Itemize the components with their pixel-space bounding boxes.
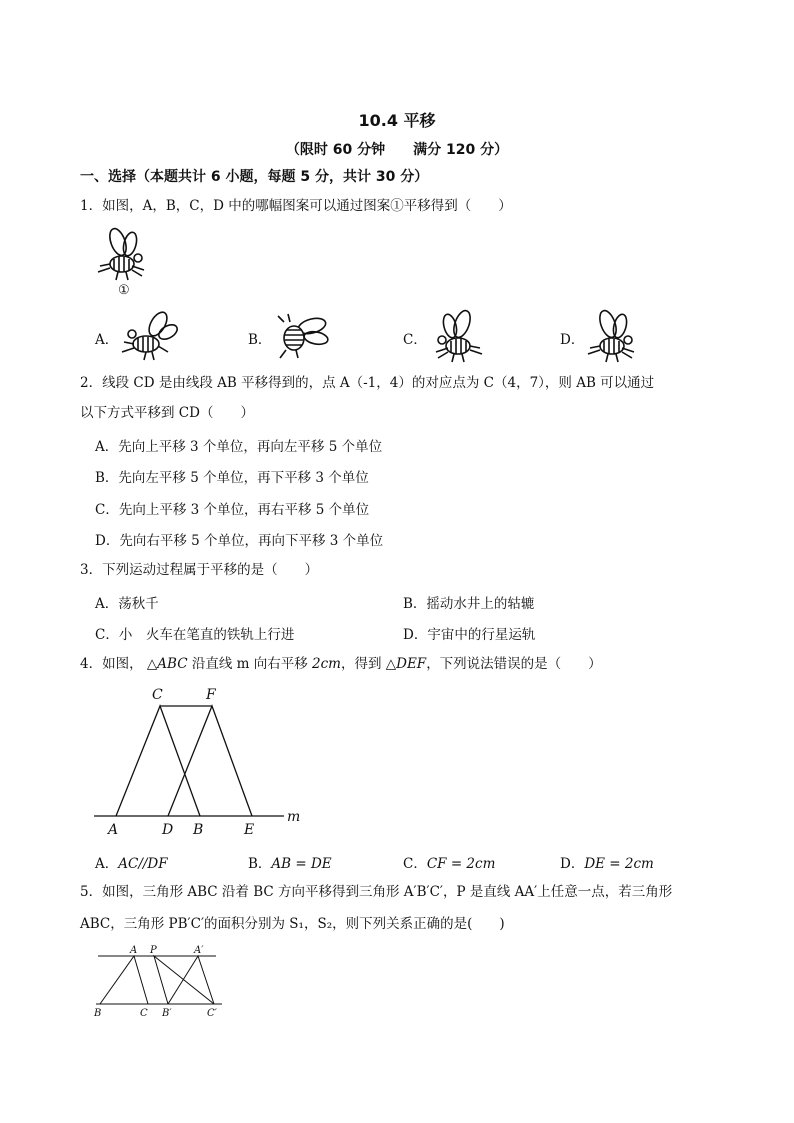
q5-triangle-a2b2c2-shape	[168, 956, 214, 1004]
q1-stem: 1．如图，A，B，C，D 中的哪幅图案可以通过图案①平移得到（ ）	[80, 198, 512, 214]
q5-label-b: B	[94, 1008, 102, 1019]
q3-option-a[interactable]: A．荡秋千	[95, 596, 159, 612]
q5-triangle-pb2c2-shape	[154, 956, 214, 1004]
q1-bee-original-icon	[92, 226, 152, 284]
q4-stem-post: ，下列说法错误的是（ ）	[426, 656, 602, 672]
q3-option-c[interactable]: C．小 火车在笔直的铁轨上行进	[95, 627, 295, 643]
q1-option-b-bee-icon[interactable]	[272, 312, 334, 360]
q4-option-a[interactable]	[95, 852, 168, 872]
q4-stem	[80, 654, 602, 674]
page-subtitle: （限时 60 分钟 满分 120 分）	[285, 142, 509, 158]
q1-option-d-bee-icon[interactable]	[582, 308, 642, 364]
q4-option-d[interactable]	[560, 852, 654, 872]
q4-option-c-letter: C．	[403, 856, 427, 872]
q2-option-d[interactable]: D．先向右平移 5 个单位，再向下平移 3 个单位	[95, 533, 384, 549]
q4-option-b-letter: B．	[248, 856, 272, 872]
q4-distance: 2cm	[312, 656, 341, 672]
q4-option-d-expr: DE = 2cm	[584, 856, 654, 872]
q4-stem-pre: 4．如图，	[80, 656, 143, 672]
q2-option-c[interactable]: C．先向上平移 3 个单位，再右平移 5 个单位	[95, 502, 370, 518]
q1-option-a-bee-icon[interactable]	[118, 310, 180, 362]
q5-triangle-abc-shape	[100, 956, 148, 1004]
q4-triangle-abc: △ABC	[146, 656, 188, 672]
q1-option-a-label: A．	[95, 332, 119, 348]
q5-label-b-prime: B′	[162, 1008, 172, 1019]
q1-option-c-label: C．	[403, 332, 427, 348]
q2-option-b[interactable]: B．先向左平移 5 个单位，再下平移 3 个单位	[95, 470, 369, 486]
q1-figure-label: ①	[118, 283, 130, 298]
q5-label-a-prime: A′	[194, 945, 204, 956]
q5-label-c: C	[140, 1008, 148, 1019]
q3-option-d[interactable]: D．宇宙中的行星运轨	[403, 627, 536, 643]
q5-figure	[90, 942, 230, 1024]
q4-triangle-abc-shape	[116, 706, 200, 816]
q4-stem-mid2: ，得到	[340, 656, 386, 672]
q4-label-d: D	[162, 822, 174, 838]
q4-option-b[interactable]	[248, 852, 332, 872]
q3-option-b[interactable]: B．摇动水井上的轱辘	[403, 596, 535, 612]
q5-label-c-prime: C′	[207, 1008, 217, 1019]
q4-label-e: E	[244, 822, 255, 838]
q5-label-p: P	[150, 945, 157, 956]
q4-label-b: B	[193, 822, 204, 838]
q1-option-b-label: B．	[248, 332, 272, 348]
q4-option-b-expr: AB = DE	[271, 856, 332, 872]
q4-option-d-letter: D．	[560, 856, 585, 872]
q5-stem-line1: 5．如图，三角形 ABC 沿着 BC 方向平移得到三角形 A′B′C′，P 是直线 AA′上任意一点，若三角形	[80, 884, 673, 900]
q4-triangle-def: △DEF	[385, 656, 427, 672]
q4-option-c[interactable]	[403, 852, 495, 872]
q1-option-c-bee-icon[interactable]	[428, 308, 486, 364]
q3-stem: 3．下列运动过程属于平移的是（ ）	[80, 562, 319, 578]
q1-option-d-label: D．	[560, 332, 585, 348]
q4-option-c-expr: CF = 2cm	[426, 856, 496, 872]
q4-figure	[88, 682, 318, 842]
q4-option-a-expr: AC//DF	[118, 856, 168, 872]
q2-stem-line1: 2．线段 CD 是由线段 AB 平移得到的，点 A（-1，4）的对应点为 C（4，7），则 AB 可以通过	[80, 375, 655, 391]
q2-stem-line2: 以下方式平移到 CD（ ）	[80, 405, 254, 421]
section-heading: 一、选择（本题共计 6 小题，每题 5 分，共计 30 分）	[80, 169, 429, 185]
q4-label-f: F	[206, 687, 216, 703]
q4-label-c: C	[152, 687, 163, 703]
page-title: 10.4 平移	[358, 111, 436, 130]
q2-option-a[interactable]: A．先向上平移 3 个单位，再向左平移 5 个单位	[95, 439, 383, 455]
q5-label-a: A	[130, 945, 138, 956]
q4-stem-mid: 沿直线 m 向右平移	[187, 656, 312, 672]
q4-label-a: A	[108, 822, 119, 838]
q4-option-a-letter: A．	[95, 856, 119, 872]
q4-label-m: m	[287, 809, 301, 825]
q5-stem-line2: ABC，三角形 PB′C′的面积分别为 S₁，S₂，则下列关系正确的是( )	[80, 916, 505, 932]
